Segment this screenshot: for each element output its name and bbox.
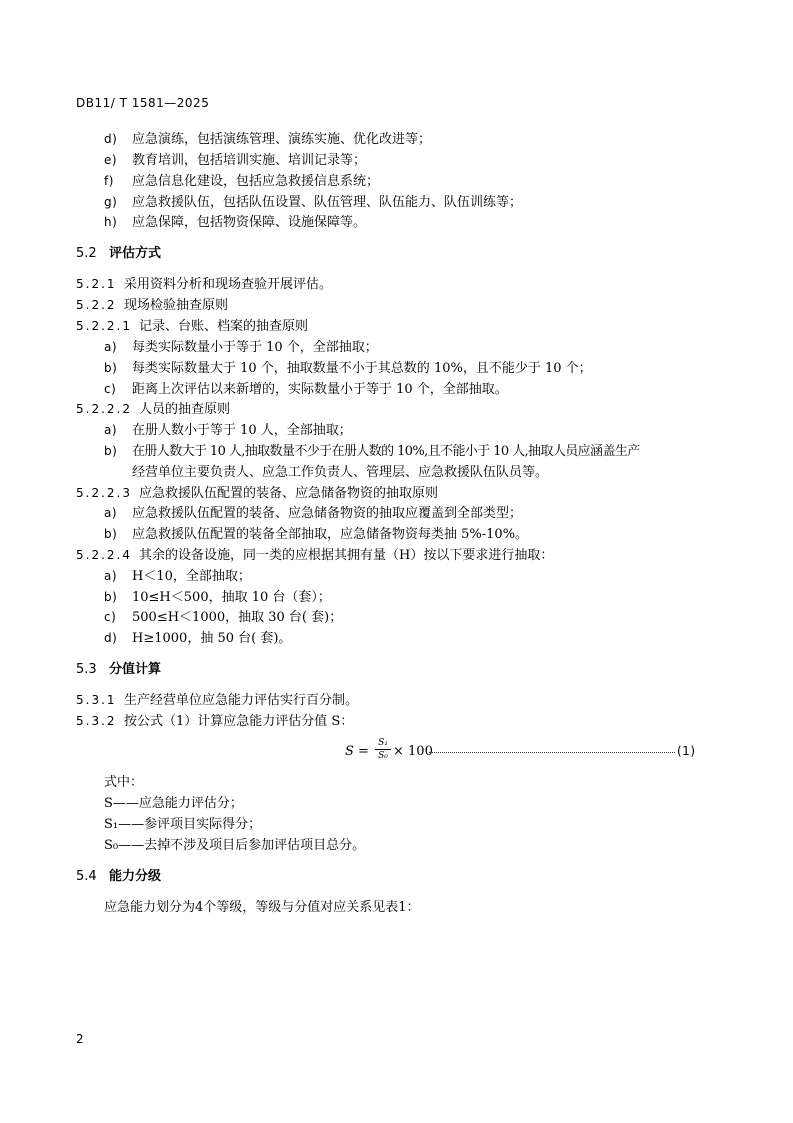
formula-leader-dots — [429, 752, 675, 753]
page-number: 2 — [76, 1032, 85, 1046]
list-marker: a) — [104, 569, 118, 583]
where-label: 式中： — [104, 775, 144, 790]
list-marker: h) — [104, 215, 118, 229]
list-marker: b) — [104, 361, 118, 375]
list-text: 在册人数小于等于 10 人，全部抽取； — [132, 423, 352, 438]
clause-text: 采用资料分析和现场查验开展评估。 — [124, 277, 333, 292]
list-marker: c) — [104, 382, 117, 396]
list-text: 10≤H＜500，抽取 10 台（套）； — [132, 590, 331, 605]
clause-text: 记录、台账、档案的抽查原则 — [139, 319, 309, 334]
section-title: 能力分级 — [109, 869, 162, 884]
clause-number: 5.3.2 — [76, 714, 117, 728]
list-text: 在册人数大于 10 人,抽取数量不少于在册人数的 10%,且不能小于 10 人,抽取人员应涵盖生产 — [132, 444, 640, 459]
clause-text: 生产经营单位应急能力评估实行百分制。 — [124, 693, 359, 708]
clause-text: 应急救援队伍配置的装备、应急储备物资的抽取原则 — [139, 486, 439, 501]
list-text: 应急救援队伍配置的装备全部抽取，应急储备物资每类抽 5%-10%。 — [132, 527, 529, 542]
clause-number: 5.2.2.4 — [76, 548, 132, 562]
equation-number: (1) — [677, 744, 696, 758]
list-text: 教育培训，包括培训实施、培训记录等； — [132, 153, 367, 168]
list-marker: c) — [104, 610, 117, 624]
list-text: 应急演练，包括演练管理、演练实施、优化改进等； — [132, 132, 432, 147]
clause-number: 5.2.2.3 — [76, 486, 132, 500]
section-number: 5.3 — [76, 662, 97, 677]
list-marker: b) — [104, 527, 118, 541]
list-marker: f) — [104, 174, 114, 188]
formula-rhs: × 100 — [393, 744, 433, 759]
clause-number: 5.2.2.2 — [76, 402, 132, 416]
doc-code-header: DB11/ T 1581—2025 — [76, 96, 210, 110]
list-text: H≥1000，抽 50 台( 套)。 — [132, 631, 292, 646]
list-text: 距离上次评估以来新增的，实际数量小于等于 10 个，全部抽取。 — [132, 382, 508, 397]
definition-item: S₁——参评项目实际得分； — [104, 817, 262, 832]
definition-item: S₀——去掉不涉及项目后参加评估项目总分。 — [104, 838, 366, 853]
section-number: 5.4 — [76, 869, 97, 884]
list-marker: a) — [104, 340, 118, 354]
list-text: H＜10，全部抽取； — [132, 569, 251, 584]
clause-text: 按公式（1）计算应急能力评估分值 S： — [124, 714, 354, 729]
list-text: 每类实际数量大于 10 个，抽取数量不小于其总数的 10%，且不能少于 10 个； — [132, 361, 592, 376]
list-marker: a) — [104, 423, 118, 437]
formula-denominator: S₀ — [378, 751, 388, 761]
clause-text: 其余的设备设施，同一类的应根据其拥有量（H）按以下要求进行抽取： — [139, 548, 554, 563]
clause-text: 现场检验抽查原则 — [124, 298, 229, 313]
list-text-continuation: 经营单位主要负责人、应急工作负责人、管理层、应急救援队伍队员等。 — [132, 465, 549, 480]
list-marker: e) — [104, 153, 118, 167]
list-marker: b) — [104, 590, 118, 604]
list-text: 每类实际数量小于等于 10 个，全部抽取； — [132, 340, 378, 355]
clause-number: 5.2.2 — [76, 298, 117, 312]
formula-lhs: S = — [345, 744, 369, 759]
list-marker: b) — [104, 444, 118, 458]
list-text: 应急信息化建设，包括应急救援信息系统； — [132, 174, 380, 189]
formula — [345, 738, 697, 766]
formula-numerator: S₁ — [375, 738, 391, 750]
list-text: 应急保障，包括物资保障、设施保障等。 — [132, 215, 367, 230]
list-marker: d) — [104, 132, 118, 146]
section-title: 评估方式 — [109, 246, 162, 261]
formula-fraction — [375, 738, 391, 762]
list-text: 应急救援队伍，包括队伍设置、队伍管理、队伍能力、队伍训练等； — [132, 195, 523, 210]
clause-number: 5.2.1 — [76, 277, 117, 291]
definition-item: S——应急能力评估分； — [104, 796, 243, 811]
list-marker: g) — [104, 195, 118, 209]
section-title: 分值计算 — [109, 662, 162, 677]
list-marker: d) — [104, 631, 118, 645]
clause-number: 5.3.1 — [76, 693, 117, 707]
list-text: 应急救援队伍配置的装备、应急储备物资的抽取应覆盖到全部类型； — [132, 506, 523, 521]
list-marker: a) — [104, 506, 118, 520]
paragraph: 应急能力划分为4个等级，等级与分值对应关系见表1： — [104, 900, 420, 915]
clause-text: 人员的抽查原则 — [139, 402, 231, 417]
clause-number: 5.2.2.1 — [76, 319, 132, 333]
list-text: 500≤H＜1000，抽取 30 台( 套)； — [132, 610, 343, 625]
section-number: 5.2 — [76, 246, 97, 261]
